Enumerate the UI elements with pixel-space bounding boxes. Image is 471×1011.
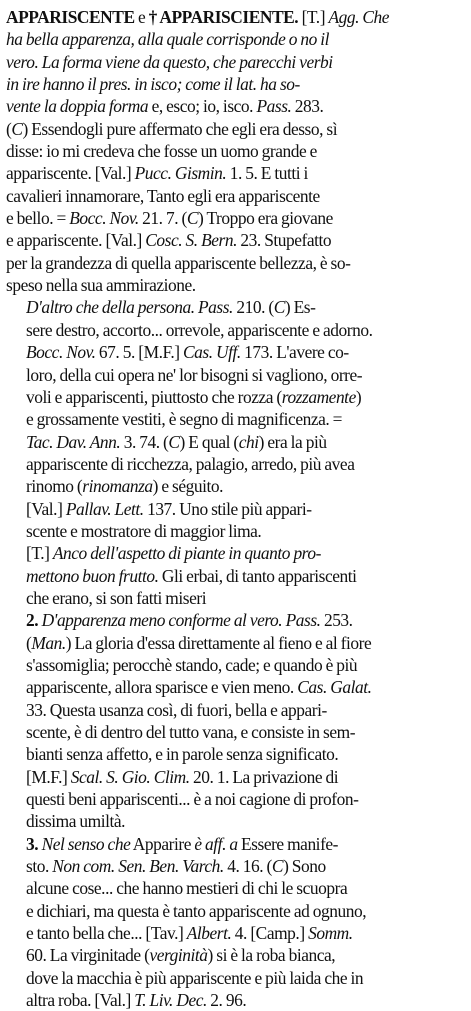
text-line — [26, 944, 465, 966]
text-run: alcune cose... che hanno mestieri di chi le scuopra — [26, 878, 348, 899]
text-run: e tanto bella che... [Tav.] — [26, 923, 187, 944]
text-run: sto. — [26, 856, 53, 877]
italic-run: D'altro che della persona. Pass. — [26, 297, 233, 318]
text-run: ) Sono — [283, 856, 326, 877]
text-line — [26, 676, 465, 698]
text-line — [26, 609, 465, 631]
text-run: [M.F.] — [26, 766, 71, 787]
bold-run: † APPARISCIENTE. — [148, 7, 299, 27]
text-line — [26, 565, 465, 587]
text-run: s'assomiglia; perocchè stando, cade; e quando è più — [26, 654, 358, 675]
text-line — [26, 319, 465, 341]
sense-3-paragraph — [6, 833, 465, 1011]
italic-run: C — [273, 297, 285, 318]
text-run: ) si è la roba bianca, — [207, 945, 336, 966]
text-run: Apparire — [130, 833, 195, 854]
italic-run: Pallav. Lett. — [65, 498, 144, 519]
text-run: ) La gloria d'essa direttamente al fieno e al fiore — [65, 632, 372, 653]
text-line — [6, 28, 465, 50]
italic-run: C — [186, 208, 199, 229]
italic-run: Bocc. Nov. — [26, 342, 96, 363]
text-line — [26, 520, 465, 542]
text-run: sere destro, accorto... orrevole, appariscente e adorno. — [26, 319, 373, 340]
italic-run: Bocc. Nov. — [69, 208, 139, 229]
text-line — [6, 207, 465, 229]
text-run: ) Es- — [284, 297, 316, 318]
italic-run: rozzamente — [281, 386, 356, 407]
bold-run: 2. — [26, 610, 39, 631]
text-line — [26, 855, 465, 877]
text-run: ( — [26, 632, 32, 653]
text-run: [T.] — [26, 543, 53, 564]
text-run: 173. L'avere co- — [240, 342, 349, 363]
text-run: 3. 74. ( — [120, 431, 169, 452]
text-run: ) — [355, 386, 362, 407]
text-run: ) Troppo era giovane — [198, 208, 333, 229]
text-line — [26, 408, 465, 430]
italic-run: Non com. Sen. Ben. Varch. — [52, 856, 224, 877]
text-run: 2. 96. — [206, 990, 247, 1011]
sense-piante-paragraph — [6, 542, 465, 609]
text-run: e, esco; io, isco. — [148, 96, 257, 117]
text-line — [26, 989, 465, 1011]
italic-run: rinomanza — [82, 476, 153, 497]
text-line — [26, 431, 465, 453]
text-run: speso nella sua ammirazione. — [6, 275, 196, 296]
text-run: voli e appariscenti, piuttosto che rozza ( — [26, 386, 282, 407]
text-line — [6, 118, 465, 140]
italic-run: in ire hanno il pres. in isco; come il lat. ha so- — [6, 74, 300, 95]
text-line — [26, 877, 465, 899]
text-run: disse: io mi credeva che fosse un uomo grande e — [6, 141, 317, 162]
text-run: e appariscente. [Val.] — [6, 230, 146, 251]
italic-run: Nel senso che — [41, 833, 131, 854]
bold-run: APPARISCENTE — [6, 7, 135, 27]
italic-run: T. Liv. Dec. — [134, 990, 207, 1011]
italic-run: Man. — [31, 632, 66, 653]
text-run: Essere manife- — [237, 833, 339, 854]
italic-run: verginità — [149, 945, 208, 966]
text-line — [26, 721, 465, 743]
text-run: scente, è di dentro del tutto vana, e consiste in sem- — [26, 722, 356, 742]
text-line — [6, 162, 465, 184]
text-run: 20. 1. La privazione di — [189, 766, 339, 787]
text-run: 253. — [320, 610, 353, 631]
text-run: [Val.] — [26, 498, 66, 519]
text-run: ( — [6, 118, 12, 139]
sense-2-paragraph — [6, 609, 465, 832]
italic-run: Somm. — [308, 923, 353, 944]
text-run: 210. ( — [232, 297, 274, 318]
italic-run: Agg. Che — [328, 7, 390, 27]
italic-run: C — [168, 431, 180, 452]
text-line — [6, 185, 465, 207]
italic-run: Cas. Galat. — [297, 677, 372, 698]
text-line — [26, 699, 465, 721]
text-line — [26, 743, 465, 765]
text-line — [26, 498, 465, 520]
text-run: 67. 5. [M.F.] — [95, 342, 183, 363]
italic-run: D'apparenza meno conforme al vero. Pass. — [41, 610, 321, 631]
text-line — [26, 475, 465, 497]
italic-run: Albert. — [186, 923, 232, 944]
text-run: bianti senza affetto, e in parole senza significato. — [26, 744, 339, 765]
italic-run: vero. La forma viene da questo, che parecchi verbi — [6, 51, 333, 72]
bold-run: 3. — [26, 833, 39, 854]
text-run: che erano, si son fatti miseri — [26, 587, 207, 608]
italic-run: C — [11, 118, 23, 139]
text-run: e dichiari, ma questa è tanto appariscente ad ognuno, — [26, 900, 367, 921]
italic-run: C — [271, 856, 284, 877]
text-run: appariscente. [Val.] — [6, 163, 135, 184]
text-run: ) E qual ( — [179, 431, 239, 452]
text-line — [6, 95, 465, 117]
text-line — [6, 6, 465, 28]
text-run: e grossamente vestiti, è segno di magnificenza. = — [26, 409, 343, 430]
text-line — [26, 632, 465, 654]
text-run: cavalieri innamorare, Tanto egli era appariscente — [6, 185, 320, 206]
text-line — [26, 900, 465, 922]
text-run: appariscente, allora sparisce e vien meno. — [26, 677, 298, 698]
text-line — [6, 274, 465, 296]
italic-run: Anco dell'aspetto di piante in quanto pro- — [52, 543, 321, 564]
italic-run: chi — [238, 431, 259, 452]
text-run: 4. 16. ( — [223, 856, 272, 877]
text-line — [26, 922, 465, 944]
text-run: 23. Stupefatto — [237, 230, 332, 251]
text-run: ) Essendogli pure affermato che egli era desso, sì — [22, 118, 338, 139]
italic-run: Tac. Dav. Ann. — [26, 431, 121, 452]
text-run: dissima umiltà. — [26, 811, 126, 832]
text-line — [6, 229, 465, 251]
sense-persona-paragraph — [6, 296, 465, 497]
text-line — [26, 386, 465, 408]
text-line — [26, 453, 465, 475]
text-run: Gli erbai, di tanto appariscenti — [158, 565, 357, 586]
text-line — [26, 654, 465, 676]
text-run: per la grandezza di quella appariscente bellezza, è so- — [6, 252, 351, 273]
text-run: e — [134, 7, 149, 27]
text-run: scente e mostratore di maggior lima. — [26, 520, 262, 541]
entry-main-paragraph — [6, 6, 465, 296]
text-run: dove la macchia è più appariscente e più laida che in — [26, 967, 364, 988]
text-line — [6, 252, 465, 274]
text-run: 4. [Camp.] — [231, 923, 309, 944]
text-run: loro, della cui opera ne' lor bisogni si vagliono, orre- — [26, 364, 363, 385]
text-line — [26, 364, 465, 386]
text-line — [26, 766, 465, 788]
text-line — [26, 833, 465, 855]
italic-run: mettono buon frutto. — [26, 565, 159, 586]
text-run: ) era la più — [258, 431, 327, 452]
text-run: 1. 5. E tutti i — [226, 163, 308, 184]
text-line — [26, 587, 465, 609]
pallavicino-paragraph — [6, 498, 465, 543]
text-line — [26, 810, 465, 832]
text-run: 21. 7. ( — [138, 208, 187, 229]
italic-run: è aff. a — [194, 833, 238, 854]
italic-run: Cas. Uff. — [182, 342, 241, 363]
italic-run: ha bella apparenza, alla quale corrisponde o no il — [6, 29, 330, 50]
text-run: 60. La virginitade ( — [26, 945, 150, 966]
text-run: 283. — [291, 96, 324, 117]
text-line — [26, 296, 465, 318]
text-run: ) e séguito. — [152, 476, 224, 497]
italic-run: Scal. S. Gio. Clim. — [70, 766, 190, 787]
italic-run: Pass. — [256, 96, 292, 117]
italic-run: Cosc. S. Bern. — [145, 230, 238, 251]
text-line — [6, 140, 465, 162]
text-line — [26, 967, 465, 989]
text-run: [T.] — [298, 7, 329, 27]
text-run: 33. Questa usanza così, di fuori, bella e appari- — [26, 699, 327, 720]
italic-run: vente la doppia forma — [6, 96, 149, 117]
text-run: 137. Uno stile più appari- — [143, 498, 312, 519]
text-line — [26, 341, 465, 363]
text-line — [6, 51, 465, 73]
text-line — [26, 788, 465, 810]
text-run: questi beni appariscenti... è a noi cagione di profon- — [26, 789, 359, 810]
text-run: appariscente di ricchezza, palagio, arredo, più avea — [26, 453, 355, 474]
text-line — [26, 542, 465, 564]
text-run: e bello. = — [6, 208, 70, 229]
text-run: rinomo ( — [26, 476, 83, 497]
italic-run: Pucc. Gismin. — [134, 163, 227, 184]
text-run: altra roba. [Val.] — [26, 990, 135, 1011]
text-line — [6, 73, 465, 95]
